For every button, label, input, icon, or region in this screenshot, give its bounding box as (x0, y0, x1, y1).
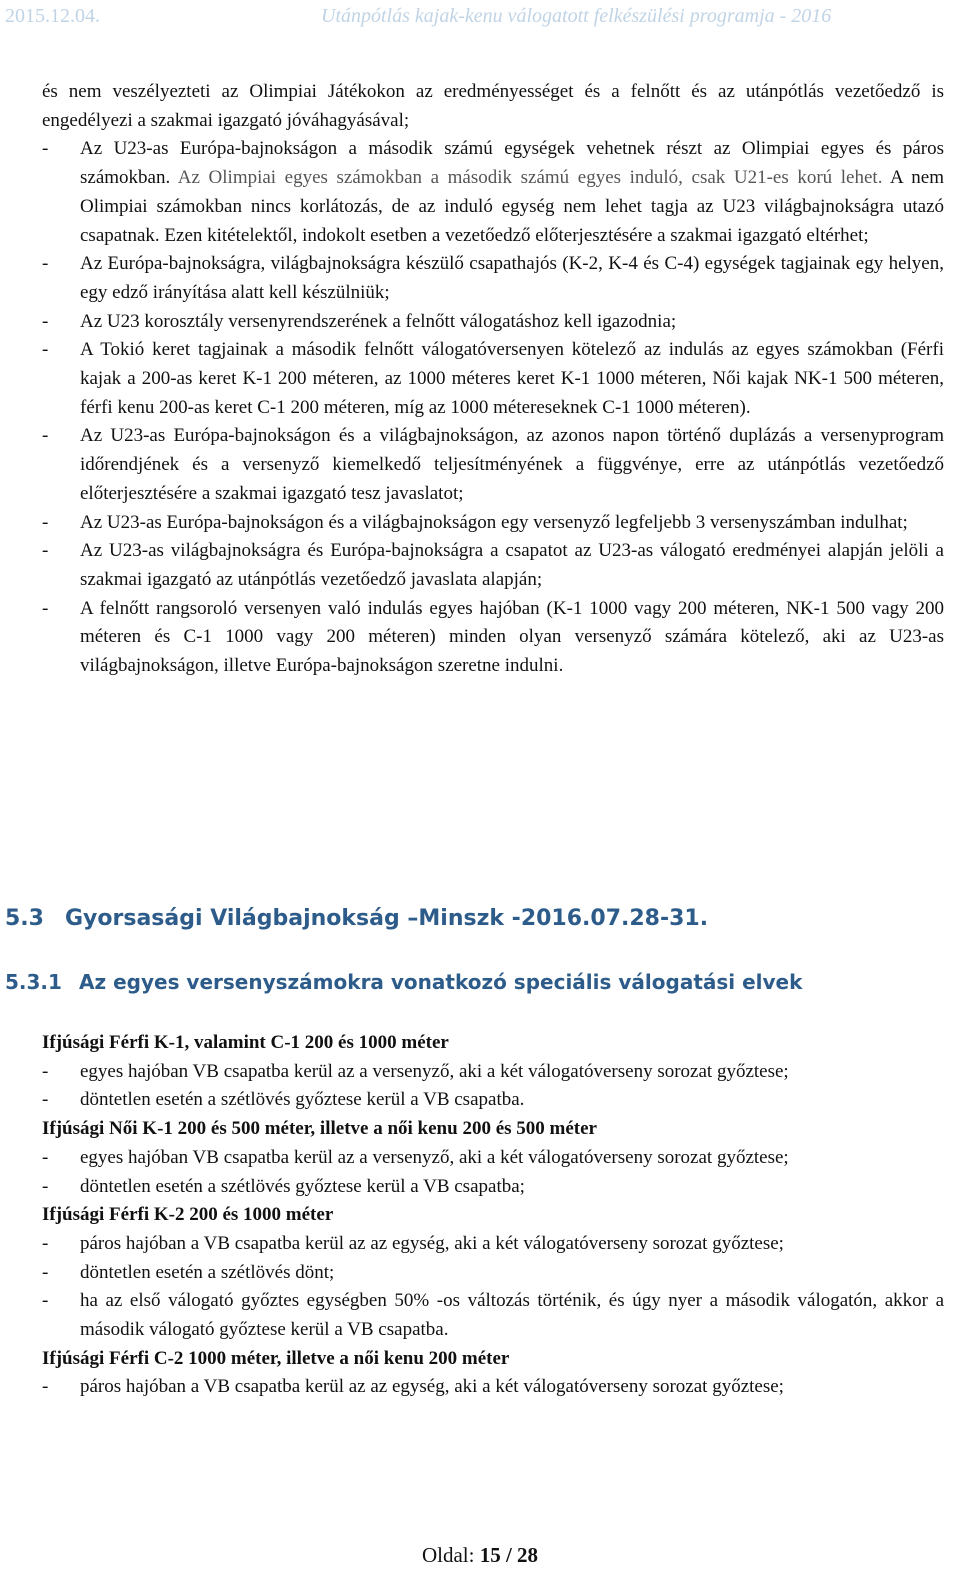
list-item-text: Az U23-as Európa-bajnokságon és a világbajnokságon, az azonos napon történő duplázás a versenyprogram időrendjének és a versenyző kiemelkedő teljesítményének a függvénye, erre az utánpótlás vezetőedző előterjesztésére a szakmai igazgató tesz javaslatot; (80, 425, 944, 504)
group-heading: Ifjúsági Férfi K-2 200 és 1000 méter (42, 1204, 334, 1226)
list-item (42, 250, 944, 307)
dash-bullet: - (42, 1060, 49, 1082)
list-item (42, 1373, 944, 1402)
list-item-text: Az U23 korosztály versenyrendszerének a felnőtt válogatáshoz kell igazodnia; (80, 310, 677, 332)
list-item (42, 1287, 944, 1344)
list-item-text: A felnőtt rangsoroló versenyen való indulás egyes hajóban (K-1 1000 vagy 200 méteren, NK-1 500 vagy 200 méteren és C-1 1000 vagy 200 méteren) minden olyan versenyző számára kötelező, aki az U23-as világbajnokságon, illetve Európa-bajnokságon szeretne indulni. (80, 597, 944, 677)
list-item-text: Az U23-as Európa-bajnokságon a második számú egységek vehetnek részt az Olimpiai egyes és páros számokban. (80, 138, 944, 189)
list-item-text: páros hajóban a VB csapatba kerül az az egység, aki a két válogatóverseny sorozat győztese; (80, 1232, 784, 1254)
dash-bullet: - (42, 1290, 49, 1312)
page-number: 15 / 28 (479, 1543, 539, 1567)
list-item-text: döntetlen esetén a szétlövés győztese kerül a VB csapatba. (80, 1089, 525, 1111)
continuation-paragraph: és nem veszélyezteti az Olimpiai Játékokon az eredményességet és a felnőtt és az utánpótlás vezetőedző is engedélyezi a szakmai igazgató jóváhagyásával; (42, 81, 944, 131)
dash-bullet: - (42, 1089, 49, 1111)
list-item-text: egyes hajóban VB csapatba kerül az a versenyző, aki a két válogatóverseny sorozat győztese; (80, 1060, 789, 1082)
list-item (42, 135, 944, 250)
dash-bullet: - (42, 1146, 49, 1168)
dash-bullet: - (42, 339, 49, 361)
list-item (42, 1230, 944, 1259)
list-item (42, 336, 944, 422)
list-item-gray-text: Az Olimpiai egyes számokban a második számú egyes induló, csak U21-es korú lehet. (170, 167, 883, 189)
list-item-text: páros hajóban a VB csapatba kerül az az egység, aki a két válogatóverseny sorozat győztese; (80, 1376, 784, 1398)
list-item (42, 1173, 944, 1202)
list-item-text: A Tokió keret tagjainak a második felnőtt válogatóversenyen kötelező az indulás az egyes számokban (Férfi kajak a 200-as keret K-1 200 méteren, az 1000 méteres keret K-1 1000 méteren, Női kajak NK-1 500 méteren, férfi kenu 200-as keret C-1 200 méteren, míg az 1000 métereseknek C-1 1000 méteren). (80, 339, 944, 418)
header-date: 2015.12.04. (5, 5, 100, 27)
intro-content (42, 78, 944, 681)
dash-bullet: - (42, 310, 49, 332)
dash-bullet: - (42, 1232, 49, 1254)
group-heading: Ifjúsági Női K-1 200 és 500 méter, illetve a női kenu 200 és 500 méter (42, 1118, 597, 1140)
dash-bullet: - (42, 511, 49, 533)
dash-bullet: - (42, 1261, 49, 1283)
footer-label: Oldal: (421, 1543, 475, 1567)
list-item-text: Az Európa-bajnokságra, világbajnokságra készülő csapathajós (K-2, K-4 és C-4) egységek tagjainak egy helyen, egy edző irányítása alatt kell készülniük; (80, 253, 944, 303)
list-item (42, 1086, 944, 1115)
list-item (42, 595, 944, 681)
list-item (42, 422, 944, 508)
list-item (42, 1144, 944, 1173)
group-heading: Ifjúsági Férfi C-2 1000 méter, illetve a női kenu 200 méter (42, 1347, 510, 1369)
page-footer (0, 1543, 960, 1568)
subsection-heading (5, 970, 802, 994)
list-item (42, 1259, 944, 1288)
dash-bullet: - (42, 540, 49, 562)
section-title: Gyorsasági Világbajnokság –Minszk -2016.07.28-31. (65, 906, 709, 931)
section-heading (5, 906, 708, 931)
dash-bullet: - (42, 253, 49, 275)
list-item-text: egyes hajóban VB csapatba kerül az a versenyző, aki a két válogatóverseny sorozat győztese; (80, 1146, 789, 1168)
section-number: 5.3 (5, 906, 44, 931)
header-title: Utánpótlás kajak-kenu válogatott felkészülési programja - 2016 (321, 5, 832, 27)
list-item-tail: A nem Olimpiai számokban nincs korlátozás, de az induló egység nem lehet tagja az U23 világbajnokságra utazó csapatnak. Ezen kitételektől, indokolt esetben a vezetőedző előterjesztésére a szakmai igazgató eltérhet; (80, 167, 945, 246)
list-item-text: döntetlen esetén a szétlövés győztese kerül a VB csapatba; (80, 1175, 525, 1197)
list-item-text: Az U23-as világbajnokságra és Európa-bajnokságra a csapatot az U23-as válogató eredményei alapján jelöli a szakmai igazgató az utánpótlás vezetőedző javaslata alapján; (80, 540, 944, 590)
list-item-text: döntetlen esetén a szétlövés dönt; (80, 1261, 335, 1283)
selection-rules (42, 1029, 944, 1402)
list-item-text: ha az első válogató győztes egységben 50% -os változás történik, és úgy nyer a második válogatón, akkor a második válogató győztese kerül a VB csapatba. (80, 1290, 944, 1341)
group-heading: Ifjúsági Férfi K-1, valamint C-1 200 és 1000 méter (42, 1032, 449, 1053)
list-item (42, 308, 944, 337)
dash-bullet: - (42, 1175, 49, 1197)
list-item (42, 537, 944, 594)
dash-bullet: - (42, 425, 49, 447)
page-header (5, 5, 945, 31)
list-item (42, 1058, 944, 1087)
list-item-text: Az U23-as Európa-bajnokságon és a világbajnokságon egy versenyző legfeljebb 3 versenyszámban indulhat; (80, 511, 908, 533)
subsection-number: 5.3.1 (5, 970, 62, 994)
list-item (42, 509, 944, 538)
subsection-title: Az egyes versenyszámokra vonatkozó speciális válogatási elvek (79, 970, 803, 994)
dash-bullet: - (42, 597, 49, 619)
dash-bullet: - (42, 1376, 49, 1398)
dash-bullet: - (42, 138, 49, 160)
